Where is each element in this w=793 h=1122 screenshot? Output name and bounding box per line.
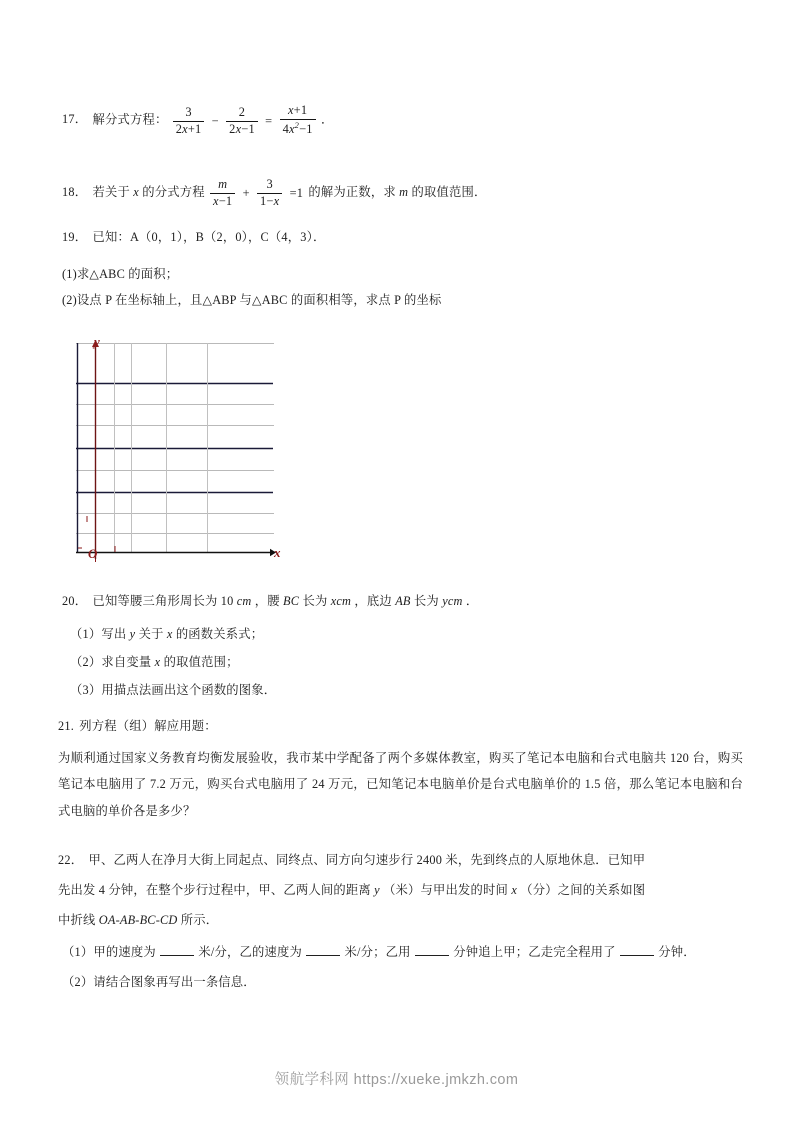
site-watermark: 领航学科网 https://xueke.jmkzh.com [274,1072,519,1088]
question-22-sub-1 [62,943,696,962]
question-18-text-b: 的分式方程 [142,185,205,200]
question-20-unit-cm-1: cm [236,594,252,608]
question-17-period: ． [320,112,334,127]
question-20-var-ycm: ycm [442,594,463,608]
question-18-text-a: 若关于 [92,185,130,200]
question-20-number: 20． [62,594,88,608]
answer-blank-total-minutes[interactable] [620,955,654,956]
question-21-number: 21. [58,719,74,733]
question-22-sub1-b: 米/分，乙的速度为 [198,945,302,959]
question-20-sub-1 [70,625,263,644]
question-20-sub1-a: （1）写出 [70,627,127,641]
major-horizontal-gridlines [76,384,273,493]
question-20-sub-2 [70,653,239,672]
question-21-body: 为顺利通过国家义务教育均衡发展验收，我市某中学配备了两个多媒体教室，购买了笔记本电脑和台式电脑共 120 台，购买笔记本电脑用了 7.2 万元，购买台式电脑用了 24 万元，已知笔记本电脑单价是台式电脑单价的 1.5 倍，那么笔记本电脑和台式电脑的单价各是多少？ [58,751,743,818]
question-20-stem-f: ． [465,594,479,608]
question-17-number: 17． [62,112,88,127]
question-17-stem: 解分式方程： [92,112,168,127]
question-20-segment-ab: AB [395,594,411,608]
question-18-var-m: m [399,185,409,200]
answer-blank-jia-speed[interactable] [160,955,194,956]
question-22-line3-b: 所示． [180,913,219,927]
answer-blank-yi-speed[interactable] [306,955,340,956]
question-20-stem-d: ，底边 [354,594,392,608]
question-20-stem-a: 已知等腰三角形周长为 [92,594,218,608]
question-20-sub1-var-y: y [129,627,136,641]
question-20-sub1-b: 关于 [138,627,164,641]
fraction-m-over-x-minus-1: $\frac{m}{x-1}$ [210,178,235,209]
question-20-stem-e: 长为 [413,594,439,608]
question-22-var-x: x [511,883,517,897]
minor-vertical-gridlines [115,343,208,552]
question-22-sub1-e: 分钟． [658,945,696,959]
question-22-var-y: y [374,883,380,897]
coordinate-grid-svg [76,340,281,562]
question-22-body-line1: 甲、乙两人在净月大街上同起点、同终点、同方向匀速步行 2400 米，先到终点的人原地休息．已知甲 [88,853,646,867]
origin-label: O [88,546,98,561]
question-18-text-d: 的取值范围． [411,185,487,200]
question-18-equation [208,178,305,209]
question-19-stem-text: 已知：A（0，1），B（2，0），C（4，3）． [92,230,326,244]
question-18 [62,178,486,209]
minor-horizontal-gridlines [76,344,274,534]
question-19-stem [62,228,325,247]
fraction-3-over-1-minus-x: $\frac{3}{1-x}$ [257,178,282,209]
question-19-sub-2: (2)设点 P 在坐标轴上，且△ABP 与△ABC 的面积相等，求点 P 的坐标 [62,293,442,307]
question-20-stem-b: ，腰 [254,594,280,608]
question-22-line2-a: 先出发 4 分钟，在整个步行过程中，甲、乙两人间的距离 [58,883,371,897]
question-17-equation [171,104,318,137]
question-22-line3-a: 中折线 [58,913,96,927]
question-20-stem-c: 长为 [302,594,328,608]
question-20-perimeter-value: 10 [220,594,234,608]
question-19-number: 19． [62,230,88,244]
question-22-line-2 [58,881,645,900]
question-22-sub1-c: 米/分；乙用 [344,945,411,959]
question-20-var-xcm: xcm [330,594,352,608]
question-20-stem [62,592,478,611]
question-22-sub1-a: （1）甲的速度为 [62,945,156,959]
fraction-3-over-2x-plus-1: $\frac{3}{2x+1}$ [173,106,205,137]
question-20-sub1-var-x: x [166,627,173,641]
minus-operator: − [211,114,219,129]
question-21-stem-text: 列方程（组）解应用题： [79,719,217,733]
question-18-text-c: 的解为正数，求 [308,185,396,200]
question-20-segment-bc: BC [283,594,300,608]
question-20-sub-3: （3）用描点法画出这个函数的图象． [70,683,277,697]
question-22-line-1 [58,851,645,870]
question-22-line-3 [58,911,218,930]
y-axis-label: y [94,334,100,349]
question-20-sub1-c: 的函数关系式； [175,627,264,641]
x-axis-label: x [274,545,281,560]
question-21-stem [58,717,217,736]
question-22-sub1-d: 分钟追上甲；乙走完全程用了 [453,945,616,959]
question-20-sub2-var-x: x [154,655,161,669]
question-22-polyline-segments: OA‑AB‑BC‑CD [98,913,178,927]
question-20-sub2-a: （2）求自变量 [70,655,152,669]
plus-operator: + [242,186,250,201]
question-22-line2-c: （分）之间的关系如图 [520,883,646,897]
question-22-sub-2: （2）请结合图象再写出一条信息． [62,975,256,989]
equals-one: =1 [289,186,304,201]
fraction-2-over-2x-minus-1: $\frac{2}{2x-1}$ [226,106,258,137]
equals-operator: = [265,114,273,129]
question-20-sub2-b: 的取值范围； [163,655,239,669]
fraction-x-plus-1-over-4x2-minus-1: $\frac{x+1}{4x^2-1}$ [280,104,316,137]
question-18-number: 18． [62,185,88,200]
question-18-var-x: x [133,185,139,200]
question-19-sub-1: (1)求△ABC 的面积； [62,267,179,281]
answer-blank-catchup-minutes[interactable] [415,955,449,956]
question-22-line2-b: （米）与甲出发的时间 [383,883,509,897]
question-17 [62,104,333,137]
question-22-number: 22． [58,853,84,867]
coordinate-grid-figure [76,334,281,562]
